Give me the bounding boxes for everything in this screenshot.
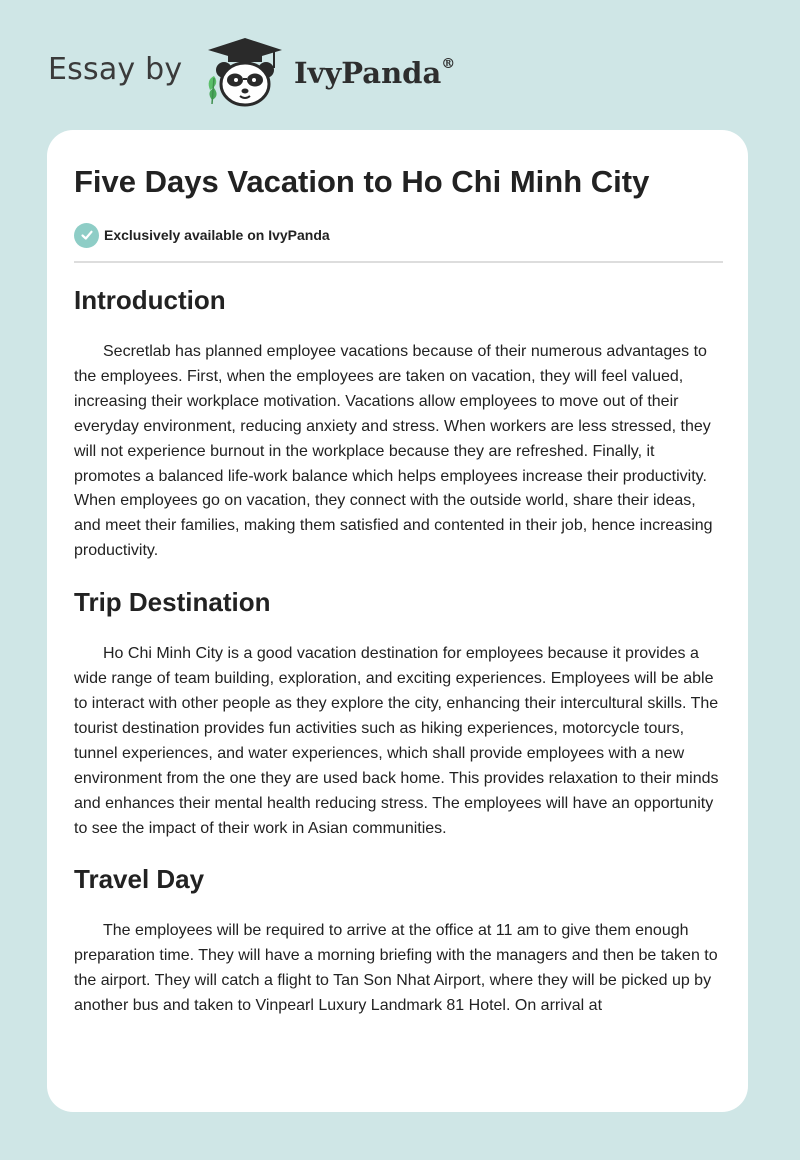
section-paragraph: The employees will be required to arrive at the office at 11 am to give them enough preparation time. They will have a morning briefing with the managers and then be taken to the airport. They will catch a flight to Tan Son Nhat Airport, where they will be picked up by another bus and taken to Vinpearl Luxury Landmark 81 Hotel. On arrival at <box>74 922 718 1015</box>
essay-by-label: Essay by <box>48 52 183 87</box>
divider <box>74 261 723 263</box>
section-paragraph: Secretlab has planned employee vacations because of their numerous advantages to the employees. First, when the employees are taken on vacation, they will feel valued, increasing their workplace motivation. Vacations allow employees to move out of their everyday environment, reducing anxiety and stress. When workers are less stressed, they will not experience burnout in the workplace because they are refreshed. Finally, it promotes a balanced life-work balance which helps employees increase their productivity. When employees go on vacation, they connect with the outside world, share their ideas, and meet their families, making them satisfied and contented in their job, hence increasing productivity. <box>74 343 713 560</box>
panda-graduate-logo-icon[interactable] <box>202 34 288 110</box>
badge-label: Exclusively available on IvyPanda <box>104 227 330 243</box>
page-title: Five Days Vacation to Ho Chi Minh City <box>74 164 650 199</box>
brand-text: IvyPanda <box>294 56 442 90</box>
essay-card <box>47 130 748 1112</box>
section-trip-destination <box>74 584 724 841</box>
brand-name[interactable] <box>294 56 455 90</box>
section-introduction <box>74 282 724 564</box>
essay-body <box>74 282 724 1039</box>
section-heading: Trip Destination <box>74 587 271 618</box>
check-icon <box>74 223 99 248</box>
exclusive-badge <box>74 222 330 248</box>
section-travel-day <box>74 861 724 1019</box>
registered-mark: ® <box>441 56 456 73</box>
section-paragraph: Ho Chi Minh City is a good vacation destination for employees because it provides a wide range of team building, exploration, and exciting experiences. Employees will be able to interact with other people as they explore the city, enhancing their intercultural skills. The tourist destination provides fun activities such as hiking experiences, motorcycle tours, tunnel experiences, and water experiences, which shall provide employees with a new environment from the one they are used back home. This provides relaxation to their minds and enhances their mental health reducing stress. The employees will have an opportunity to see the impact of their work in Asian communities. <box>74 645 719 837</box>
section-heading: Travel Day <box>74 864 205 895</box>
section-heading: Introduction <box>74 285 226 315</box>
site-header <box>48 30 748 110</box>
